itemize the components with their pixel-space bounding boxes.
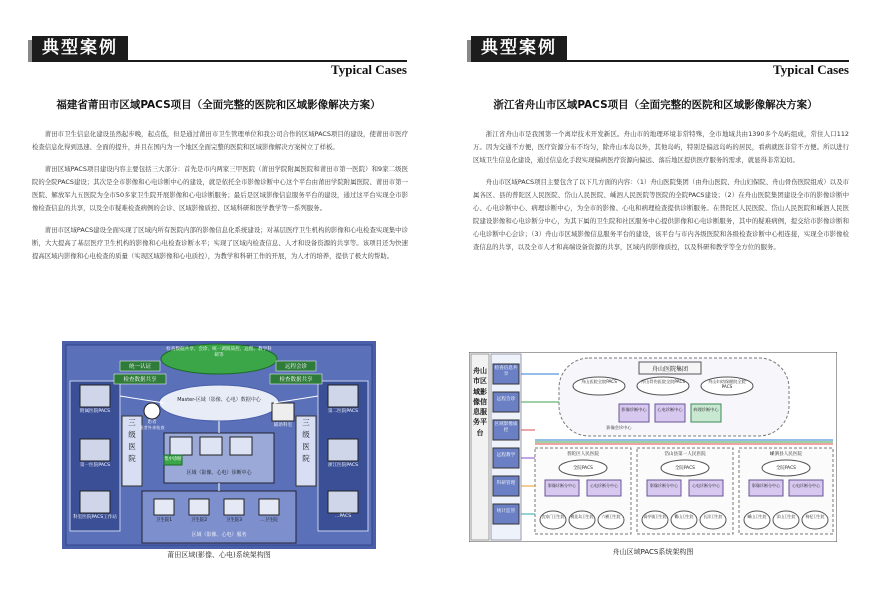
header-en-title: Typical Cases	[331, 62, 407, 77]
leaf-node: 嵊山卫生院	[747, 514, 767, 519]
clinic-label: 辅助科室	[273, 423, 293, 428]
workstation-icon	[230, 437, 252, 455]
district-center: 影像诊断分中心	[650, 483, 678, 488]
left-col-label-char: 三	[128, 418, 136, 427]
district-center: 心电诊断分中心	[692, 483, 720, 488]
district-title: 普陀区人民医院	[566, 452, 600, 457]
center-chip: 集中诊断	[164, 457, 182, 462]
paragraph: 浙江省舟山市是我国第一个离岸技术开发新区。舟山市的地理环境非常特殊，全市地域共由1390多个岛屿组成，常住人口112万。因为交通不方便，医疗资源分布不均匀，除舟山本岛以外，其他岛屿，特别是偏远岛屿的居民，看病就医非常不方便。所以进行区域卫生信息化建设，通过信息化手段实现偏病医疗资源向偏远、落后地区提供医疗服务的需求，就显得非常迫切。	[473, 130, 849, 164]
paragraph: 舟山市区域PACS项目主要包含了以下几方面的内容：（1）舟山医院集团（由舟山医院、舟山妇保院、舟山骨伤医院组成）以及市属各区、县的普陀区人民医院、岱山人民医院、嵊泗人民医院等医院的全院PACS建设；（2）在舟山医院集团建设全市的影像诊断中心、心电诊断中心、病理诊断中心，为全市的影像、心电和病理检查提供诊断服务。在普陀区人民医院、岱山人民医院和嵊泗人民医院建设影像和心电诊断分中心，为其下属的卫生院和社区服务中心提供影像和心电诊断服务，其中的疑难病例，提交给市影像诊断和心电诊断中心会诊；（3）舟山市区域影像信息服务平台的建设，该平台与市内各级医院和各级检查诊断中心相连接，实现全市影像检查信息的共享，以及全市人才和高端设备资源的共享，区域内的影像质控，以及科研和教学等全方位的服务。	[473, 178, 849, 251]
paragraph: 莆田市区域PACS建设全面实现了区域内所有医院内部的影像信息化系统建设；对基层医疗卫生机构的影像和心电检查实现集中诊断，大大提高了基层医疗卫生机构的影像和心电检查诊断水平；实现了区域内检查信息、人才和设备资源的共享等。该项目还为快速提高区域内影像和心电检查的质量（实现区域影像和心电质控），为教学和科研工作的开展，为人才的培养，提供了极大的帮助。	[32, 226, 408, 260]
header-cn-title: 典型案例	[471, 36, 567, 60]
group-center: 病理诊断中心	[693, 407, 719, 412]
pc-icon	[189, 499, 209, 515]
leaf-node: 洋山卫生院	[776, 514, 796, 519]
district-title: 岱山县第一人民医院	[664, 452, 706, 457]
patient-label: 患者	[147, 420, 157, 425]
district-title: 嵊泗县人民医院	[769, 452, 803, 457]
pc-icon	[259, 499, 279, 515]
leaf-node: 衢山卫生院	[674, 514, 694, 519]
paragraph: 莆田区域PACS项目建设内容主要包括三大部分：首先是市内两家三甲医院（莆田学院附属医院和莆田市第一医院）和9家二级医院的全院PACS建设；其次是全市影像和心电诊断中心的建设，就是依托全市影像诊断中心这个平台由莆田学院附属医院、莆田市第一医院、解放军九五医院为全市50多家卫生院开展影像和心电诊断服务；最后是区域影像信息服务平台的建设，通过这平台实现全市影像检查信息的共享，以及全市疑难检查病例的会诊、区域影像质控、区域科研和医学教学等一系列服务。	[32, 165, 408, 212]
group-node: 舟山骨伤医院全院PACS	[640, 379, 686, 384]
left-col-label-char: 级	[128, 430, 136, 439]
header-en-title: Typical Cases	[773, 62, 849, 77]
zhoushan-architecture-figure	[469, 352, 837, 542]
header-cn-title: 典型案例	[32, 36, 128, 60]
workstation-icon	[170, 437, 192, 455]
putian-architecture-figure	[62, 341, 376, 549]
server-icon	[80, 491, 110, 513]
district-pacs: 全院PACS	[776, 466, 796, 471]
group-sub: 影像会诊中心	[606, 425, 632, 430]
pc-icon	[154, 499, 174, 515]
group-node: 舟山医院全院PACS	[581, 379, 617, 384]
right-item: …PACS	[334, 514, 352, 519]
group-title: 舟山医院集团	[651, 366, 688, 373]
right-col-label-char: 级	[302, 430, 310, 439]
cloud-label: Master-区域（影像、心电）数据中心	[177, 397, 261, 403]
leaf-node: 长涂卫生院	[703, 514, 723, 519]
leaf-node: 桃花岛卫生院	[570, 514, 594, 519]
right-col-label-char: 三	[302, 418, 310, 427]
server-icon	[328, 385, 358, 407]
workstation-icon	[200, 437, 222, 455]
case-body	[473, 128, 849, 263]
case-title: 浙江省舟山市区域PACS项目（全面完整的医院和区域影像解决方案）	[493, 99, 818, 111]
district-center: 影像诊断分中心	[752, 483, 780, 488]
leaf-node: 枸杞卫生院	[805, 514, 825, 519]
district-center: 心电诊断分中心	[590, 483, 618, 488]
pc-icon	[224, 499, 244, 515]
clinic-node: …卫生院	[260, 518, 278, 523]
district-center: 心电诊断分中心	[792, 483, 820, 488]
side-title: 舟山市区域影像信息服务平台	[473, 367, 487, 437]
side-box: 区域影像质控	[494, 422, 518, 433]
side-box: 远程教学	[496, 453, 516, 458]
right-col-label-char: 院	[302, 454, 310, 463]
side-box: 科研管理	[496, 481, 516, 486]
side-box: 远程会诊	[496, 397, 516, 402]
label-share-left: 检查数据共享	[123, 377, 157, 383]
right-item: 浙江医院PACS	[327, 463, 359, 468]
left-item: 第一医院PACS	[79, 463, 111, 468]
server-icon	[80, 385, 110, 407]
server-icon	[80, 439, 110, 461]
right-item: 第二医院PACS	[327, 409, 359, 414]
center-label: 区域（影像、心电）诊断中心	[186, 470, 252, 476]
leaf-node: 高亭镇卫生院	[643, 514, 667, 519]
figure-caption: 舟山区域PACS系统架构图	[612, 548, 694, 556]
side-box: 统计监管	[496, 509, 516, 514]
case-title: 福建省莆田市区域PACS项目（全面完整的医院和区域影像解决方案）	[56, 99, 381, 111]
patient-sub-label: 患者外来检查	[139, 425, 165, 430]
left-item: 科室医院PACS工作站	[73, 515, 117, 520]
right-col-label-char: 医	[302, 442, 310, 451]
clinic-icon	[272, 403, 294, 421]
paragraph: 莆田市卫生信息化建设虽然起步晚，起点低，但是通过莆田市卫生管理单位和我公司合作的区域PACS项目的建设，使莆田市医疗检查信息化得到迅速、全面的提升，并且在国内为一个地区全面完整的医院和区域影像解决方案树立了样板。	[32, 130, 408, 151]
patient-icon	[144, 403, 160, 419]
bottom-label: 区域（影像、心电）服务	[191, 532, 247, 538]
group-node: 舟山妇幼保健院全院PACS	[708, 379, 746, 390]
left-col-label-char: 医	[128, 442, 136, 451]
group-center: 影像诊断中心	[621, 407, 647, 412]
case-body	[32, 128, 408, 272]
district-pacs: 全院PACS	[675, 466, 695, 471]
figure-caption: 莆田区域(影像、心电)系统架构图	[167, 551, 271, 559]
district-pacs: 全院PACS	[573, 466, 593, 471]
left-item: 附属医院PACS	[79, 409, 111, 414]
clinic-node: 卫生院1	[156, 518, 172, 523]
label-auth: 统一认证	[128, 364, 151, 370]
label-share-right: 检查数据共享	[279, 377, 313, 383]
district-center: 影像诊断分中心	[548, 483, 576, 488]
clinic-node: 卫生院2	[191, 518, 207, 523]
bubble-label: 检查数据共享、会诊、统一调阅质控、远程、教学科研等	[166, 347, 272, 358]
label-remote: 远程会诊	[284, 364, 307, 370]
right-page	[437, 0, 874, 600]
server-icon	[328, 491, 358, 513]
leaf-node: 沈家门卫生院	[541, 514, 565, 519]
left-col-label-char: 院	[128, 454, 136, 463]
group-center: 心电诊断中心	[657, 407, 683, 412]
side-box: 检查信息共享	[494, 366, 518, 377]
leaf-node: 六横卫生院	[601, 514, 621, 519]
server-icon	[328, 439, 358, 461]
clinic-node: 卫生院3	[226, 518, 242, 523]
